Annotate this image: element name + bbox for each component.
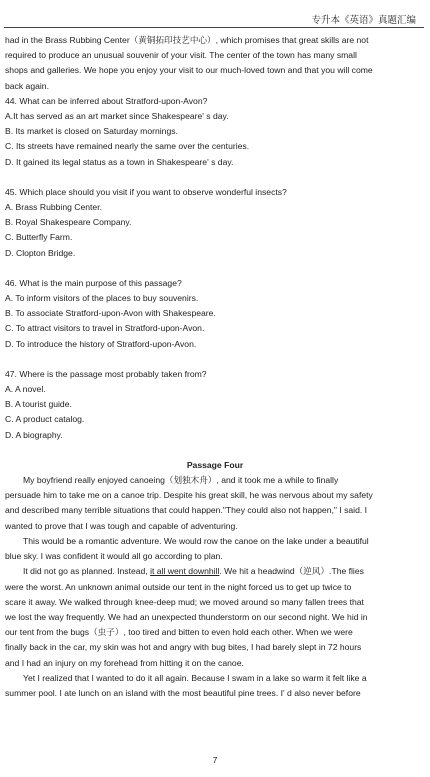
text-line: were the worst. An unknown animal outside our tent in the night forced us to get up twice to xyxy=(5,581,352,592)
text-line xyxy=(5,564,425,579)
text-line: required to produce an unusual souvenir of your visit. The center of the town has many small xyxy=(5,50,357,61)
text-line: had in the Brass Rubbing Center（黄铜拓印技艺中心）, which promises that great skills are not xyxy=(5,35,369,45)
passage-paragraph-1 xyxy=(5,473,425,534)
option-a: A. To inform visitors of the places to buy souvenirs. xyxy=(5,293,199,304)
text-segment: It did not go as planned. Instead, xyxy=(23,566,151,577)
passage-paragraph-4 xyxy=(5,671,425,701)
text-line: summer pool. I ate lunch on an island with the most beautiful pine trees. I' d also never before xyxy=(5,687,361,698)
option-d: D. To introduce the history of Stratford-upon-Avon. xyxy=(5,338,197,349)
question-text: 47. Where is the passage most probably taken from? xyxy=(5,368,207,379)
text-line: shops and galleries. We hope you enjoy your visit to our much-loved town and that you will come xyxy=(5,65,373,76)
option-d: D. A biography. xyxy=(5,429,63,440)
text-line: back again. xyxy=(5,80,49,91)
text-segment: . We hit a headwind（逆风）.The flies xyxy=(219,566,364,577)
page-content xyxy=(5,33,425,701)
page-header: 专升本《英语》真题汇编 xyxy=(311,15,416,26)
option-b: B. Its market is closed on Saturday mornings. xyxy=(5,126,178,137)
option-a: A.It has served as an art market since Shakespeare' s day. xyxy=(5,111,229,122)
underlined-phrase: it all went downhill xyxy=(150,566,220,577)
option-c: C. Butterfly Farm. xyxy=(5,232,73,243)
text-line: and described many terrible situations that could happen."They could also not happen," I said. I xyxy=(5,505,368,516)
text-line: finally back in the car, my skin was hot and angry with bug bites, I had barely slept in 72 hours xyxy=(5,642,362,653)
question-text: 45. Which place should you visit if you want to observe wonderful insects? xyxy=(5,186,287,197)
option-a: A. A novel. xyxy=(5,384,46,395)
text-line: This would be a romantic adventure. We would row the canoe on the lake under a beautiful xyxy=(23,535,369,546)
option-c: C. A product catalog. xyxy=(5,414,85,425)
intro-paragraph xyxy=(5,33,425,94)
header-divider xyxy=(4,27,424,28)
option-b: B. A tourist guide. xyxy=(5,399,72,410)
option-c: C. Its streets have remained nearly the same over the centuries. xyxy=(5,141,250,152)
question-text: 44. What can be inferred about Stratford-upon-Avon? xyxy=(5,95,208,106)
text-line: we lost the way frequently. We had an unexpected thunderstorm on our second night. We hid in xyxy=(5,611,368,622)
option-c: C. To attract visitors to travel in Stratford-upon-Avon. xyxy=(5,323,205,334)
spacer xyxy=(5,261,425,276)
spacer xyxy=(5,443,425,458)
text-line: Yet I realized that I wanted to do it all again. Because I swam in a lake so warm it felt like a xyxy=(23,672,367,683)
text-line: blue sky. I was confident it would all go according to plan. xyxy=(5,551,223,562)
text-line: wanted to prove that I was tough and capable of adventuring. xyxy=(5,520,238,531)
text-line: My boyfriend really enjoyed canoeing（划独木舟）, and it took me a while to finally xyxy=(23,475,339,486)
passage-four xyxy=(5,458,425,701)
option-d: D. Clopton Bridge. xyxy=(5,247,76,258)
text-line: scare it away. We walked through knee-deep mud; we moved around so many fallen trees that xyxy=(5,596,364,607)
question-47 xyxy=(5,367,425,443)
option-d: D. It gained its legal status as a town in Shakespeare' s day. xyxy=(5,156,234,167)
question-45 xyxy=(5,185,425,261)
question-text: 46. What is the main purpose of this passage? xyxy=(5,277,182,288)
option-a: A. Brass Rubbing Center. xyxy=(5,202,102,213)
text-line: and I had an injury on my forehead from hitting it on the canoe. xyxy=(5,657,244,668)
page-number: 7 xyxy=(212,755,218,765)
option-b: B. Royal Shakespeare Company. xyxy=(5,217,132,228)
text-line: our tent from the bugs（虫子）, too tired and bitten to even hold each other. When we were xyxy=(5,627,353,638)
spacer xyxy=(5,170,425,185)
text-line: persuade him to take me on a canoe trip. Despite his great skill, he was nervous about my safety xyxy=(5,490,373,501)
passage-paragraph-2 xyxy=(5,534,425,564)
option-b: B. To associate Stratford-upon-Avon with Shakespeare. xyxy=(5,308,216,319)
question-46 xyxy=(5,276,425,352)
passage-title: Passage Four xyxy=(186,459,244,470)
question-44 xyxy=(5,94,425,170)
passage-paragraph-3 xyxy=(5,564,425,670)
spacer xyxy=(5,352,425,367)
